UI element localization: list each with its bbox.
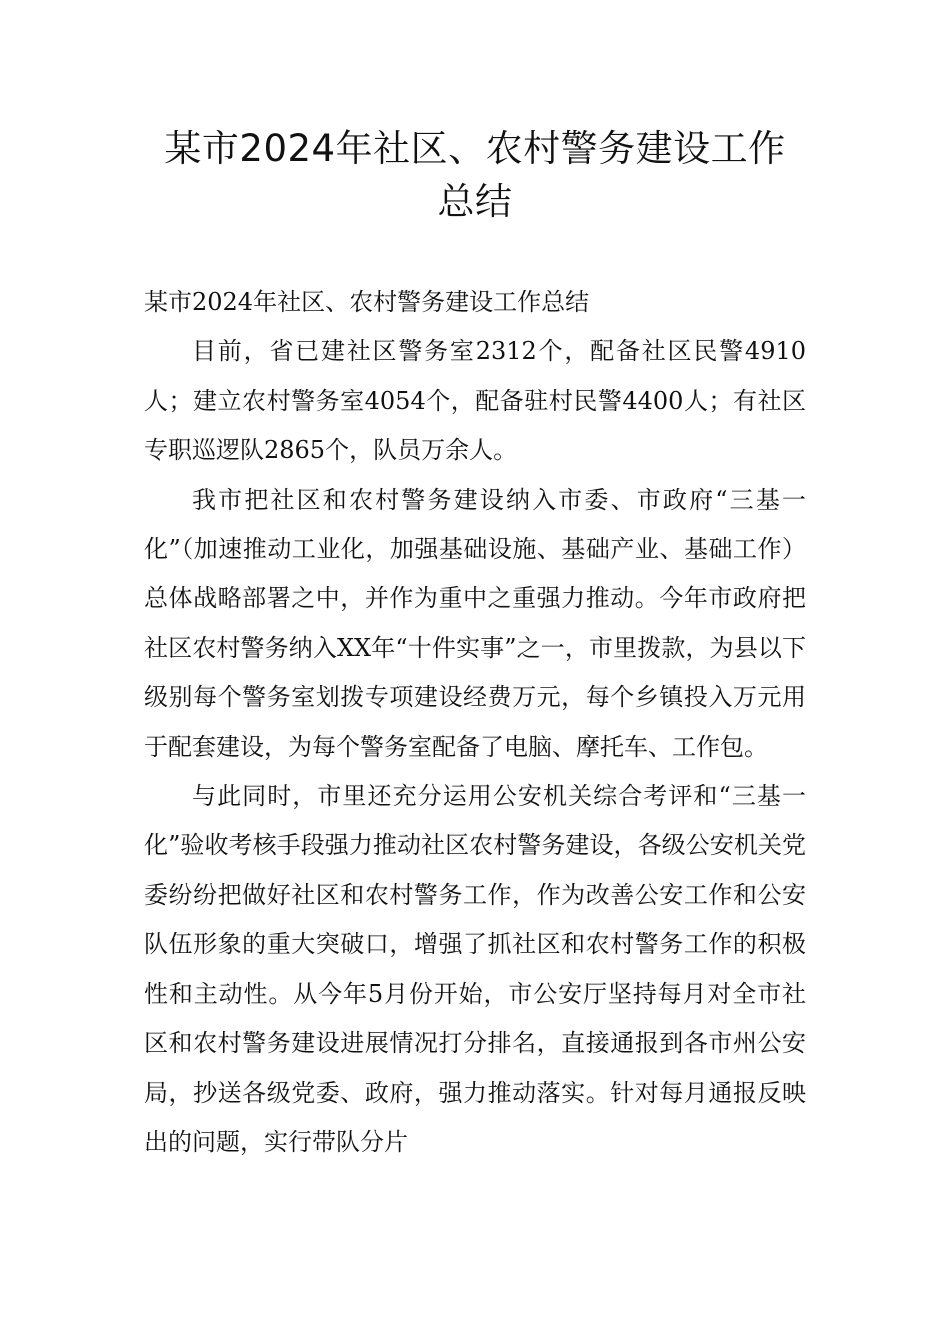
document-title [120,122,830,228]
document-title-line-2: 总结 [437,180,513,223]
paragraph-2: 我市把社区和农村警务建设纳入市委、市政府“三基一化”（加速推动工业化，加强基础设施、基础产业、基础工作）总体战略部署之中，并作为重中之重强力推动。今年市政府把社区农村警务纳入XX年“十件实事”之一，市里拨款，为县以下级别每个警务室划拨专项建设经费万元，每个乡镇投入万元用于配套建设，为每个警务室配备了电脑、摩托车、工作包。 [144,485,806,761]
paragraph-3: 与此同时，市里还充分运用公安机关综合考评和“三基一化”验收考核手段强力推动社区农村警务建设，各级公安机关党委纷纷把做好社区和农村警务工作，作为改善公安工作和公安队伍形象的重大突破口，增强了抓社区和农村警务工作的积极性和主动性。从今年5月份开始，市公安厅坚持每月对全市社区和农村警务建设进展情况打分排名，直接通报到各市州公安局，抄送各级党委、政府，强力推动落实。针对每月通报反映出的问题，实行带队分片 [144,782,806,1156]
document-body [144,278,806,1167]
document-subtitle: 某市2024年社区、农村警务建设工作总结 [144,288,590,316]
paragraph-1: 目前，省已建社区警务室2312个，配备社区民警4910人；建立农村警务室4054个，配备驻村民警4400人；有社区专职巡逻队2865个，队员万余人。 [144,337,806,465]
document-title-line-1: 某市2024年社区、农村警务建设工作 [164,127,786,170]
